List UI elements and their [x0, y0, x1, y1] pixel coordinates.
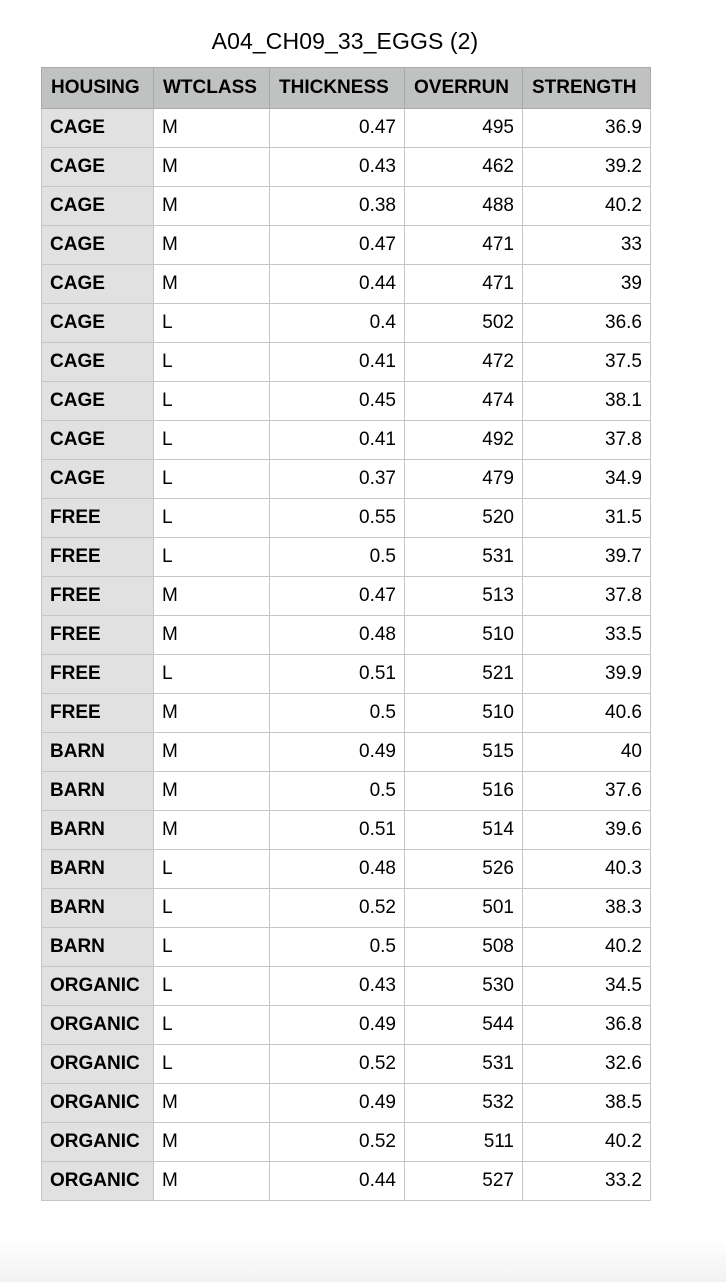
cell-thickness[interactable]: 0.37 — [270, 460, 405, 499]
column-header-thickness[interactable]: THICKNESS — [270, 68, 405, 109]
cell-strength[interactable]: 37.5 — [523, 343, 651, 382]
cell-wtclass[interactable]: M — [154, 1162, 270, 1201]
cell-overrun[interactable]: 515 — [405, 733, 523, 772]
cell-strength[interactable]: 38.5 — [523, 1084, 651, 1123]
cell-overrun[interactable]: 530 — [405, 967, 523, 1006]
cell-strength[interactable]: 39.9 — [523, 655, 651, 694]
table-row — [42, 616, 651, 655]
cell-strength[interactable]: 39.2 — [523, 148, 651, 187]
cell-strength[interactable]: 36.6 — [523, 304, 651, 343]
cell-overrun[interactable]: 508 — [405, 928, 523, 967]
cell-wtclass[interactable]: L — [154, 967, 270, 1006]
cell-strength[interactable]: 36.8 — [523, 1006, 651, 1045]
cell-wtclass[interactable]: L — [154, 655, 270, 694]
cell-wtclass[interactable]: M — [154, 811, 270, 850]
cell-strength[interactable]: 31.5 — [523, 499, 651, 538]
column-header-housing[interactable]: HOUSING — [42, 68, 154, 109]
table-row — [42, 577, 651, 616]
table-row — [42, 382, 651, 421]
table-row — [42, 109, 651, 148]
cell-overrun[interactable]: 501 — [405, 889, 523, 928]
cell-housing[interactable]: CAGE — [42, 304, 154, 343]
cell-strength[interactable]: 40 — [523, 733, 651, 772]
cell-thickness[interactable]: 0.5 — [270, 772, 405, 811]
cell-housing[interactable]: CAGE — [42, 265, 154, 304]
cell-housing[interactable]: ORGANIC — [42, 1162, 154, 1201]
cell-wtclass[interactable]: M — [154, 265, 270, 304]
cell-housing[interactable]: BARN — [42, 889, 154, 928]
cell-housing[interactable]: FREE — [42, 499, 154, 538]
cell-overrun[interactable]: 532 — [405, 1084, 523, 1123]
data-table — [41, 67, 651, 1201]
cell-thickness[interactable]: 0.52 — [270, 1123, 405, 1162]
cell-strength[interactable]: 32.6 — [523, 1045, 651, 1084]
cell-thickness[interactable]: 0.48 — [270, 850, 405, 889]
cell-strength[interactable]: 40.6 — [523, 694, 651, 733]
cell-wtclass[interactable]: L — [154, 1006, 270, 1045]
table-header — [42, 68, 651, 109]
cell-wtclass[interactable]: L — [154, 928, 270, 967]
cell-housing[interactable]: FREE — [42, 616, 154, 655]
cell-overrun[interactable]: 511 — [405, 1123, 523, 1162]
cell-thickness[interactable]: 0.4 — [270, 304, 405, 343]
cell-strength[interactable]: 40.2 — [523, 187, 651, 226]
table-row — [42, 148, 651, 187]
cell-wtclass[interactable]: M — [154, 772, 270, 811]
cell-overrun[interactable]: 514 — [405, 811, 523, 850]
cell-strength[interactable]: 37.8 — [523, 421, 651, 460]
cell-thickness[interactable]: 0.44 — [270, 1162, 405, 1201]
cell-overrun[interactable]: 526 — [405, 850, 523, 889]
cell-housing[interactable]: BARN — [42, 733, 154, 772]
table-row — [42, 772, 651, 811]
cell-wtclass[interactable]: M — [154, 577, 270, 616]
cell-housing[interactable]: CAGE — [42, 187, 154, 226]
cell-housing[interactable]: FREE — [42, 577, 154, 616]
cell-thickness[interactable]: 0.51 — [270, 811, 405, 850]
cell-overrun[interactable]: 510 — [405, 616, 523, 655]
cell-wtclass[interactable]: M — [154, 694, 270, 733]
cell-wtclass[interactable]: M — [154, 187, 270, 226]
cell-housing[interactable]: CAGE — [42, 382, 154, 421]
table-row — [42, 304, 651, 343]
cell-wtclass[interactable]: L — [154, 889, 270, 928]
cell-overrun[interactable]: 488 — [405, 187, 523, 226]
cell-wtclass[interactable]: M — [154, 616, 270, 655]
table-row — [42, 733, 651, 772]
cell-housing[interactable]: BARN — [42, 772, 154, 811]
cell-overrun[interactable]: 502 — [405, 304, 523, 343]
cell-wtclass[interactable]: L — [154, 1045, 270, 1084]
table-row — [42, 928, 651, 967]
cell-housing[interactable]: CAGE — [42, 421, 154, 460]
cell-wtclass[interactable]: L — [154, 343, 270, 382]
table-row — [42, 694, 651, 733]
cell-strength[interactable]: 33 — [523, 226, 651, 265]
cell-strength[interactable]: 34.9 — [523, 460, 651, 499]
column-header-wtclass[interactable]: WTCLASS — [154, 68, 270, 109]
cell-strength[interactable]: 33.2 — [523, 1162, 651, 1201]
cell-housing[interactable]: FREE — [42, 694, 154, 733]
cell-thickness[interactable]: 0.5 — [270, 538, 405, 577]
cell-overrun[interactable]: 531 — [405, 538, 523, 577]
cell-overrun[interactable]: 527 — [405, 1162, 523, 1201]
cell-thickness[interactable]: 0.47 — [270, 577, 405, 616]
cell-strength[interactable]: 39.7 — [523, 538, 651, 577]
table-row — [42, 1084, 651, 1123]
cell-housing[interactable]: ORGANIC — [42, 1006, 154, 1045]
cell-thickness[interactable]: 0.49 — [270, 1006, 405, 1045]
cell-thickness[interactable]: 0.51 — [270, 655, 405, 694]
table-row — [42, 850, 651, 889]
cell-thickness[interactable]: 0.45 — [270, 382, 405, 421]
cell-wtclass[interactable]: L — [154, 421, 270, 460]
table-row — [42, 811, 651, 850]
cell-thickness[interactable]: 0.47 — [270, 109, 405, 148]
cell-overrun[interactable]: 520 — [405, 499, 523, 538]
cell-strength[interactable]: 38.1 — [523, 382, 651, 421]
cell-thickness[interactable]: 0.44 — [270, 265, 405, 304]
cell-wtclass[interactable]: M — [154, 226, 270, 265]
cell-housing[interactable]: ORGANIC — [42, 1045, 154, 1084]
table-row — [42, 538, 651, 577]
cell-strength[interactable]: 39 — [523, 265, 651, 304]
cell-strength[interactable]: 34.5 — [523, 967, 651, 1006]
cell-thickness[interactable]: 0.49 — [270, 733, 405, 772]
column-header-strength[interactable]: STRENGTH — [523, 68, 651, 109]
column-header-overrun[interactable]: OVERRUN — [405, 68, 523, 109]
cell-housing[interactable]: FREE — [42, 655, 154, 694]
cell-housing[interactable]: CAGE — [42, 148, 154, 187]
table-row — [42, 226, 651, 265]
cell-housing[interactable]: ORGANIC — [42, 1084, 154, 1123]
cell-wtclass[interactable]: M — [154, 148, 270, 187]
cell-overrun[interactable]: 492 — [405, 421, 523, 460]
table-row — [42, 421, 651, 460]
cell-wtclass[interactable]: M — [154, 1123, 270, 1162]
table-row — [42, 1123, 651, 1162]
header-row — [42, 68, 651, 109]
table-row — [42, 460, 651, 499]
cell-thickness[interactable]: 0.38 — [270, 187, 405, 226]
cell-overrun[interactable]: 544 — [405, 1006, 523, 1045]
cell-thickness[interactable]: 0.55 — [270, 499, 405, 538]
table-row — [42, 265, 651, 304]
cell-overrun[interactable]: 472 — [405, 343, 523, 382]
cell-overrun[interactable]: 510 — [405, 694, 523, 733]
cell-housing[interactable]: CAGE — [42, 109, 154, 148]
cell-housing[interactable]: BARN — [42, 850, 154, 889]
cell-overrun[interactable]: 521 — [405, 655, 523, 694]
cell-thickness[interactable]: 0.43 — [270, 148, 405, 187]
cell-thickness[interactable]: 0.52 — [270, 1045, 405, 1084]
cell-strength[interactable]: 40.3 — [523, 850, 651, 889]
cell-wtclass[interactable]: L — [154, 499, 270, 538]
cell-strength[interactable]: 38.3 — [523, 889, 651, 928]
cell-strength[interactable]: 37.6 — [523, 772, 651, 811]
cell-thickness[interactable]: 0.49 — [270, 1084, 405, 1123]
cell-strength[interactable]: 39.6 — [523, 811, 651, 850]
cell-thickness[interactable]: 0.5 — [270, 694, 405, 733]
cell-thickness[interactable]: 0.47 — [270, 226, 405, 265]
cell-wtclass[interactable]: L — [154, 538, 270, 577]
table-row — [42, 187, 651, 226]
cell-wtclass[interactable]: M — [154, 109, 270, 148]
cell-housing[interactable]: CAGE — [42, 460, 154, 499]
cell-housing[interactable]: ORGANIC — [42, 1123, 154, 1162]
cell-strength[interactable]: 33.5 — [523, 616, 651, 655]
table-row — [42, 1162, 651, 1201]
table-row — [42, 967, 651, 1006]
document-title: A04_CH09_33_EGGS (2) — [211, 28, 479, 54]
cell-thickness[interactable]: 0.41 — [270, 421, 405, 460]
table-row — [42, 655, 651, 694]
cell-overrun[interactable]: 471 — [405, 265, 523, 304]
cell-thickness[interactable]: 0.48 — [270, 616, 405, 655]
cell-wtclass[interactable]: L — [154, 304, 270, 343]
table-row — [42, 343, 651, 382]
cell-strength[interactable]: 40.2 — [523, 1123, 651, 1162]
cell-thickness[interactable]: 0.5 — [270, 928, 405, 967]
cell-wtclass[interactable]: L — [154, 382, 270, 421]
cell-housing[interactable]: CAGE — [42, 226, 154, 265]
cell-thickness[interactable]: 0.52 — [270, 889, 405, 928]
cell-overrun[interactable]: 495 — [405, 109, 523, 148]
cell-overrun[interactable]: 471 — [405, 226, 523, 265]
cell-overrun[interactable]: 516 — [405, 772, 523, 811]
cell-wtclass[interactable]: L — [154, 460, 270, 499]
cell-housing[interactable]: CAGE — [42, 343, 154, 382]
cell-overrun[interactable]: 462 — [405, 148, 523, 187]
cell-housing[interactable]: ORGANIC — [42, 967, 154, 1006]
cell-wtclass[interactable]: M — [154, 1084, 270, 1123]
cell-thickness[interactable]: 0.41 — [270, 343, 405, 382]
cell-housing[interactable]: FREE — [42, 538, 154, 577]
table-row — [42, 1006, 651, 1045]
cell-housing[interactable]: BARN — [42, 811, 154, 850]
cell-thickness[interactable]: 0.43 — [270, 967, 405, 1006]
cell-overrun[interactable]: 479 — [405, 460, 523, 499]
cell-strength[interactable]: 37.8 — [523, 577, 651, 616]
table-row — [42, 1045, 651, 1084]
table-row — [42, 889, 651, 928]
table-row — [42, 499, 651, 538]
cell-overrun[interactable]: 474 — [405, 382, 523, 421]
cell-overrun[interactable]: 513 — [405, 577, 523, 616]
cell-overrun[interactable]: 531 — [405, 1045, 523, 1084]
cell-strength[interactable]: 40.2 — [523, 928, 651, 967]
cell-housing[interactable]: BARN — [42, 928, 154, 967]
cell-wtclass[interactable]: L — [154, 850, 270, 889]
cell-wtclass[interactable]: M — [154, 733, 270, 772]
cell-strength[interactable]: 36.9 — [523, 109, 651, 148]
table-body — [42, 109, 651, 1201]
